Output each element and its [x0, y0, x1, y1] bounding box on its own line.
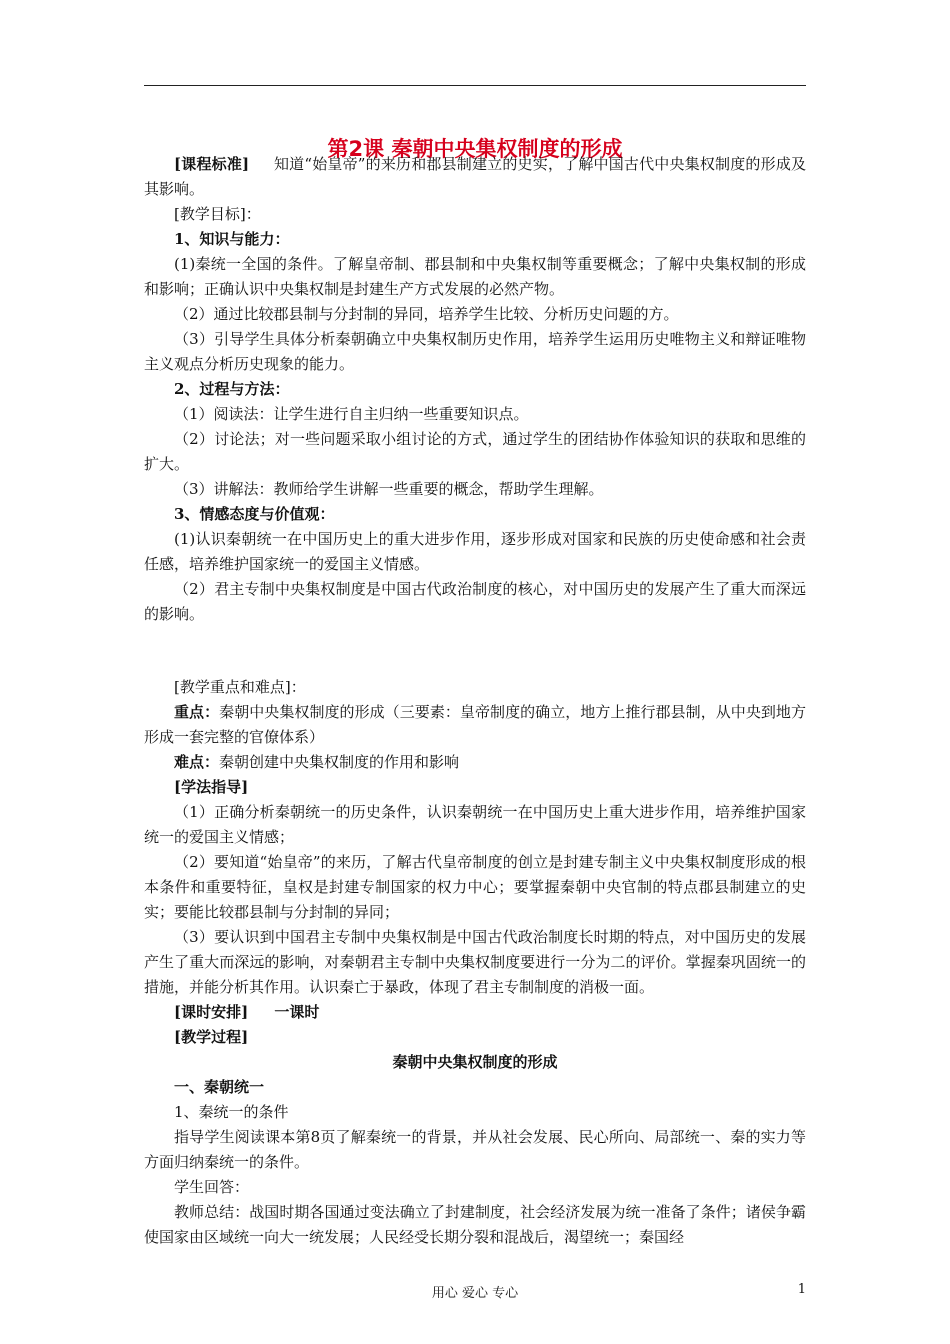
guide-item: （3）要认识到中国君主专制中央集权制是中国古代政治制度长时期的特点，对中国历史的发展产生了重大而深远的影响，对秦朝君主专制中央集权制度要进行一分为二的评价。掌握秦巩固统一的措施，并能分析其作用。认识秦亡于暴政，体现了君主专制制度的消极一面。 — [144, 928, 806, 996]
standard-label: [课程标准] — [174, 155, 250, 173]
section-3-item: （2）君主专制中央集权制度是中国古代政治制度的核心，对中国历史的发展产生了重大而深远的影响。 — [144, 580, 806, 623]
guide-item: （2）要知道“始皇帝”的来历，了解古代皇帝制度的创立是封建专制主义中央集权制度形成的根本条件和重要特征，皇权是封建专制国家的权力中心；要掌握秦朝中央官制的特点郡县制建立的史实；要能比较郡县制与分封制的异同； — [144, 853, 806, 921]
goals-label: [教学目标]： — [174, 205, 261, 223]
standard-text: 知道“始皇帝”的来历和郡县制建立的史实，了解中国古代中央集权制度的形成及其影响。 — [144, 155, 807, 198]
section-2-heading: 2、过程与方法： — [174, 380, 290, 398]
schedule-value: 一课时 — [274, 1003, 320, 1021]
section-3-item: (1)认识秦朝统一在中国历史上的重大进步作用，逐步形成对国家和民族的历史使命感和社会责任感，培养维护国家统一的爱国主义情感。 — [144, 530, 806, 573]
difficult-point-text: 秦朝创建中央集权制度的作用和影响 — [219, 753, 460, 771]
part-1-subheading: 1、秦统一的条件 — [174, 1103, 289, 1121]
section-2-item: （1）阅读法：让学生进行自主归纳一些重要知识点。 — [174, 405, 529, 423]
footer-text: 用心 爱心 专心 — [431, 1286, 519, 1301]
page-title: 第2课 秦朝中央集权制度的形成 — [327, 137, 623, 162]
key-point-label: 重点： — [174, 703, 220, 721]
difficult-point — [144, 750, 806, 775]
key-point-text: 秦朝中央集权制度的形成（三要素：皇帝制度的确立，地方上推行郡县制，从中央到地方形成一套完整的官僚体系） — [144, 703, 806, 746]
schedule — [144, 1000, 806, 1025]
part-1-heading: 一、秦朝统一 — [174, 1078, 265, 1096]
course-standard — [144, 152, 806, 202]
guide-label: [学法指导] — [174, 778, 249, 796]
spacer — [144, 627, 806, 675]
process-label: [教学过程] — [174, 1028, 249, 1046]
process-title: 秦朝中央集权制度的形成 — [392, 1053, 558, 1071]
header-rule — [144, 85, 806, 86]
section-1-item: （2）通过比较郡县制与分封制的异同，培养学生比较、分析历史问题的方。 — [174, 305, 679, 323]
part-1-instruction: 指导学生阅读课本第8页了解秦统一的背景，并从社会发展、民心所向、局部统一、秦的实力等方面归纳秦统一的条件。 — [144, 1128, 806, 1171]
schedule-label: [课时安排] — [174, 1003, 249, 1021]
section-2-item: （3）讲解法：教师给学生讲解一些重要的概念，帮助学生理解。 — [174, 480, 604, 498]
guide-item: （1）正确分析秦朝统一的历史条件，认识秦朝统一在中国历史上重大进步作用，培养维护国家统一的爱国主义情感； — [144, 803, 806, 846]
section-1-item: （3）引导学生具体分析秦朝确立中央集权制历史作用，培养学生运用历史唯物主义和辩证唯物主义观点分析历史现象的能力。 — [144, 330, 806, 373]
section-2-item: （2）讨论法；对一些问题采取小组讨论的方式，通过学生的团结协作体验知识的获取和思维的扩大。 — [144, 430, 806, 473]
page-number: 1 — [797, 1282, 806, 1297]
part-1-answer: 学生回答： — [174, 1178, 250, 1196]
difficult-point-label: 难点： — [174, 753, 220, 771]
section-1-item: (1)秦统一全国的条件。了解皇帝制、郡县制和中央集权制等重要概念；了解中央集权制的形成和影响；正确认识中央集权制是封建生产方式发展的必然产物。 — [144, 255, 806, 298]
section-3-heading: 3、情感态度与价值观： — [174, 505, 335, 523]
document-body — [144, 152, 806, 1250]
keypoints-label: [教学重点和难点]： — [174, 678, 306, 696]
part-1-summary: 教师总结：战国时期各国通过变法确立了封建制度，社会经济发展为统一准备了条件；诸侯争霸使国家由区域统一向大一统发展；人民经受长期分裂和混战后，渴望统一；秦国经 — [144, 1203, 806, 1246]
section-1-heading: 1、知识与能力： — [174, 230, 290, 248]
key-point — [144, 700, 806, 750]
